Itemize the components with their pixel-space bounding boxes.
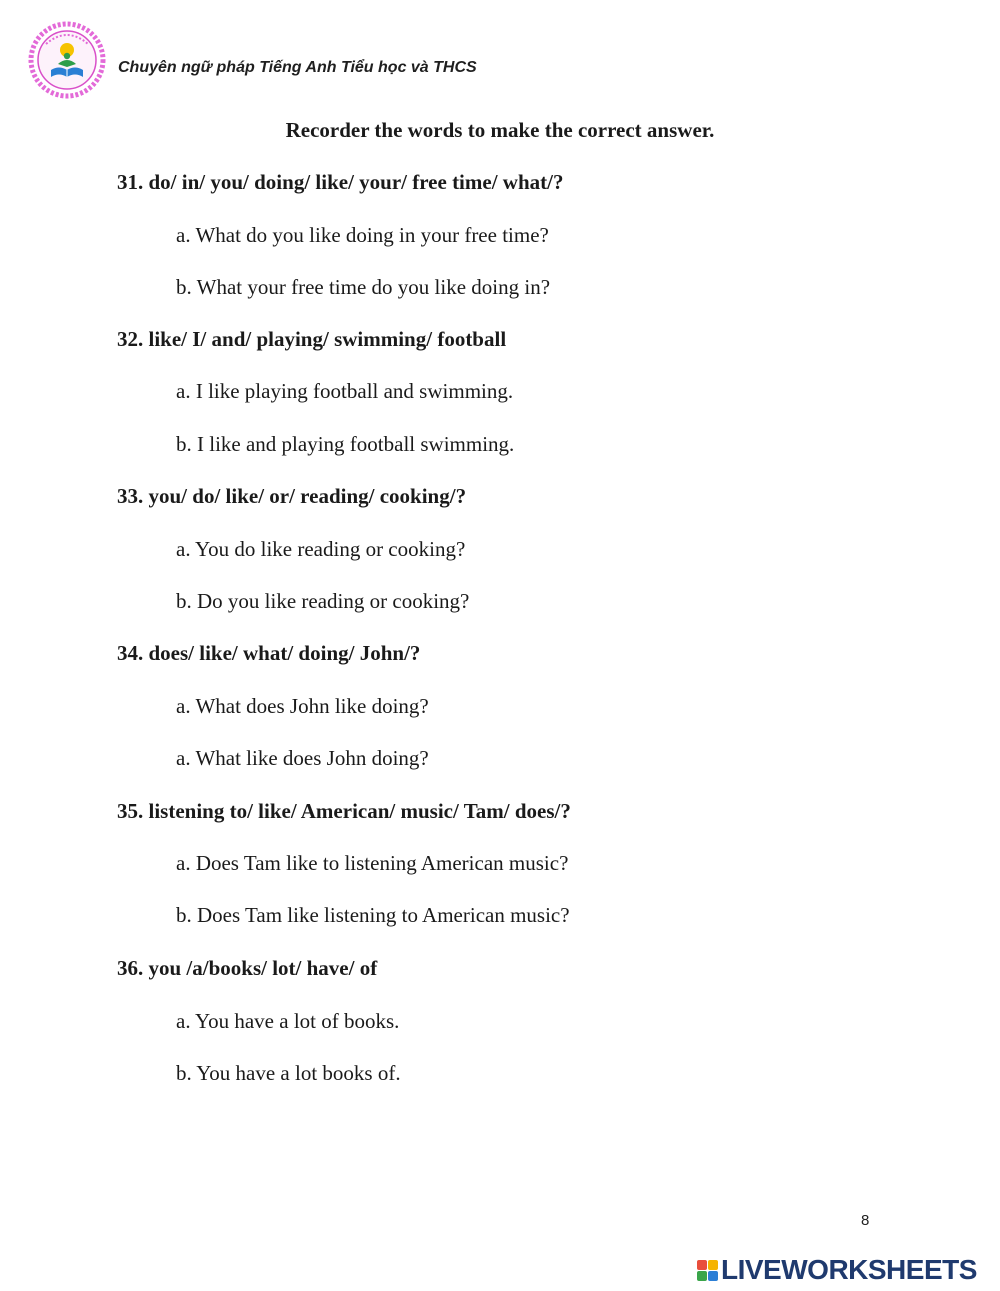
school-logo-icon	[24, 20, 110, 100]
liveworksheets-block-v	[697, 1271, 707, 1281]
question-31-option-b[interactable]: b. What your free time do you like doing in?	[176, 275, 551, 299]
question-32-option-a[interactable]: a. I like playing football and swimming.	[176, 379, 514, 403]
question-33-option-b[interactable]: b. Do you like reading or cooking?	[176, 589, 470, 613]
question-36-option-b[interactable]: b. You have a lot books of.	[176, 1061, 401, 1085]
question-34-prompt: 34. does/ like/ what/ doing/ John/?	[117, 641, 421, 665]
page-number: 8	[861, 1212, 870, 1229]
question-35-option-a[interactable]: a. Does Tam like to listening American music?	[176, 851, 569, 875]
question-35-prompt: 35. listening to/ like/ American/ music/ Tam/ does/?	[117, 799, 571, 823]
question-32-prompt: 32. like/ I/ and/ playing/ swimming/ football	[117, 327, 507, 351]
liveworksheets-blocks-icon	[697, 1260, 718, 1281]
question-33-option-a[interactable]: a. You do like reading or cooking?	[176, 537, 466, 561]
liveworksheets-block-l	[697, 1260, 707, 1270]
question-32-option-b[interactable]: b. I like and playing football swimming.	[176, 432, 515, 456]
question-34-option-b[interactable]: a. What like does John doing?	[176, 746, 429, 770]
liveworksheets-wordmark: LIVEWORKSHEETS	[721, 1254, 977, 1285]
instruction-heading: Recorder the words to make the correct answer.	[285, 118, 715, 142]
question-31-prompt: 31. do/ in/ you/ doing/ like/ your/ free time/ what/?	[117, 170, 564, 194]
question-36-option-a[interactable]: a. You have a lot of books.	[176, 1009, 400, 1033]
question-36-prompt: 36. you /a/books/ lot/ have/ of	[117, 956, 378, 980]
header-title: Chuyên ngữ pháp Tiếng Anh Tiểu học và THCS	[118, 59, 477, 76]
question-34-option-a[interactable]: a. What does John like doing?	[176, 694, 429, 718]
question-35-option-b[interactable]: b. Does Tam like listening to American music?	[176, 903, 570, 927]
liveworksheets-logo[interactable]	[697, 1255, 977, 1285]
question-31-option-a[interactable]: a. What do you like doing in your free time?	[176, 223, 549, 247]
liveworksheets-block-i	[708, 1260, 718, 1270]
liveworksheets-block-e	[708, 1271, 718, 1281]
question-33-prompt: 33. you/ do/ like/ or/ reading/ cooking/?	[117, 484, 467, 508]
